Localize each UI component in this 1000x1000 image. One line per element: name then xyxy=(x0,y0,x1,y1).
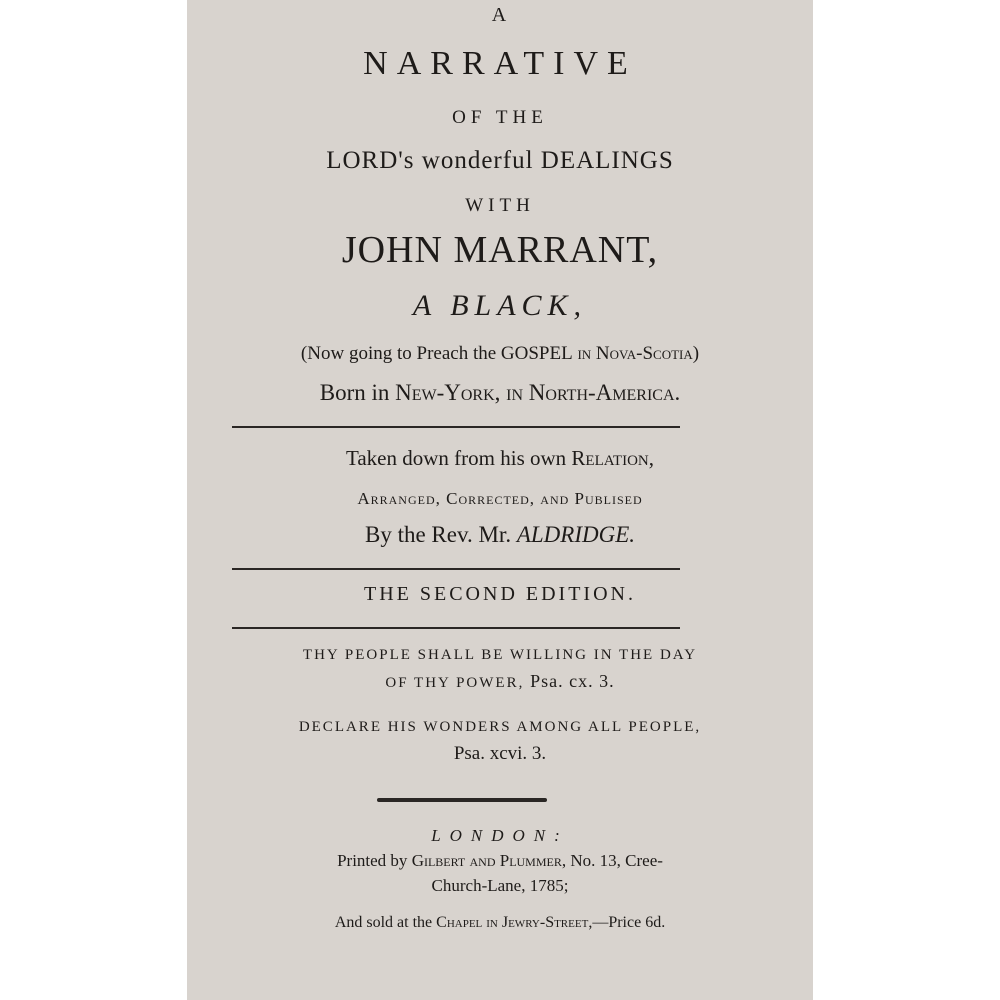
taken-pre: Taken down from his own xyxy=(346,446,572,470)
mission-gospel: GOSPEL xyxy=(500,343,573,364)
title-with-text: WITH xyxy=(465,195,535,216)
born-pre: Born in xyxy=(319,380,396,405)
by-pre: By the Rev. Mr. xyxy=(364,522,517,547)
epigraph-line-2-caps: OF THY POWER, xyxy=(385,675,531,691)
subject-description xyxy=(187,291,813,321)
mission-pre: (Now going to Preach the xyxy=(300,343,501,364)
editor-name: ALDRIDGE. xyxy=(516,522,636,547)
title-main-text: NARRATIVE xyxy=(363,45,637,82)
imprint-printer-line xyxy=(187,852,813,869)
imprint-sold-line xyxy=(187,915,813,931)
epigraph-line-1-text: THY PEOPLE SHALL BE WILLING IN THE DAY xyxy=(302,647,698,663)
divider-rule xyxy=(232,627,680,629)
ornamental-rule xyxy=(377,798,547,802)
editor-line xyxy=(187,523,813,546)
epigraph-line-1 xyxy=(187,648,813,663)
subject-description-text: A BLACK, xyxy=(412,289,588,322)
arranged-text: Arranged, Corrected, and Publised xyxy=(357,489,643,508)
taken-word: Relation, xyxy=(571,446,654,470)
mission-line xyxy=(187,344,813,363)
title-of-the-text: OF THE xyxy=(452,107,548,128)
birthplace-line xyxy=(187,381,813,404)
subject-name xyxy=(187,231,813,269)
imprint-address-line xyxy=(187,877,813,894)
epigraph-line-3-text: DECLARE HIS WONDERS AMONG ALL PEOPLE, xyxy=(298,719,702,735)
lords-mid: wonderful xyxy=(421,147,534,174)
title-of-the xyxy=(187,108,813,127)
title-article-text: A xyxy=(491,4,509,26)
sold-place: Chapel in Jewry-Street xyxy=(436,914,589,931)
subject-name-text: JOHN MARRANT, xyxy=(341,229,659,271)
imprint-city xyxy=(187,827,813,844)
epigraph-ref-2: Psa. xcvi. 3. xyxy=(453,743,547,764)
lords-pre: LORD's xyxy=(326,147,422,174)
epigraph-line-3 xyxy=(187,720,813,735)
imprint-city-text: LONDON: xyxy=(431,826,569,845)
sold-pre: And sold at the xyxy=(334,914,437,931)
printed-pre: Printed by xyxy=(337,851,412,870)
title-article xyxy=(187,5,813,25)
edition-label xyxy=(187,584,813,604)
mission-post: in Nova-Scotia) xyxy=(572,343,700,364)
title-lords-line xyxy=(187,148,813,173)
arranged-line xyxy=(187,490,813,507)
divider-rule xyxy=(232,568,680,570)
divider-rule xyxy=(232,426,680,428)
sold-post: ,—Price 6d. xyxy=(588,914,666,931)
title-main xyxy=(187,47,813,81)
epigraph-line-2 xyxy=(187,672,813,691)
relation-line xyxy=(187,448,813,469)
title-with xyxy=(187,196,813,215)
edition-label-text: THE SECOND EDITION. xyxy=(364,583,636,605)
epigraph-ref-1: Psa. cx. 3. xyxy=(530,671,615,691)
born-place: New-York, in North-America. xyxy=(395,380,681,405)
printed-post: , No. 13, Cree- xyxy=(561,851,663,870)
lords-post: DEALINGS xyxy=(533,147,674,174)
title-page xyxy=(187,0,813,1000)
epigraph-line-4 xyxy=(187,744,813,763)
printer-names: Gilbert and Plummer xyxy=(411,851,562,870)
imprint-address-text: Church-Lane, 1785; xyxy=(431,876,569,895)
